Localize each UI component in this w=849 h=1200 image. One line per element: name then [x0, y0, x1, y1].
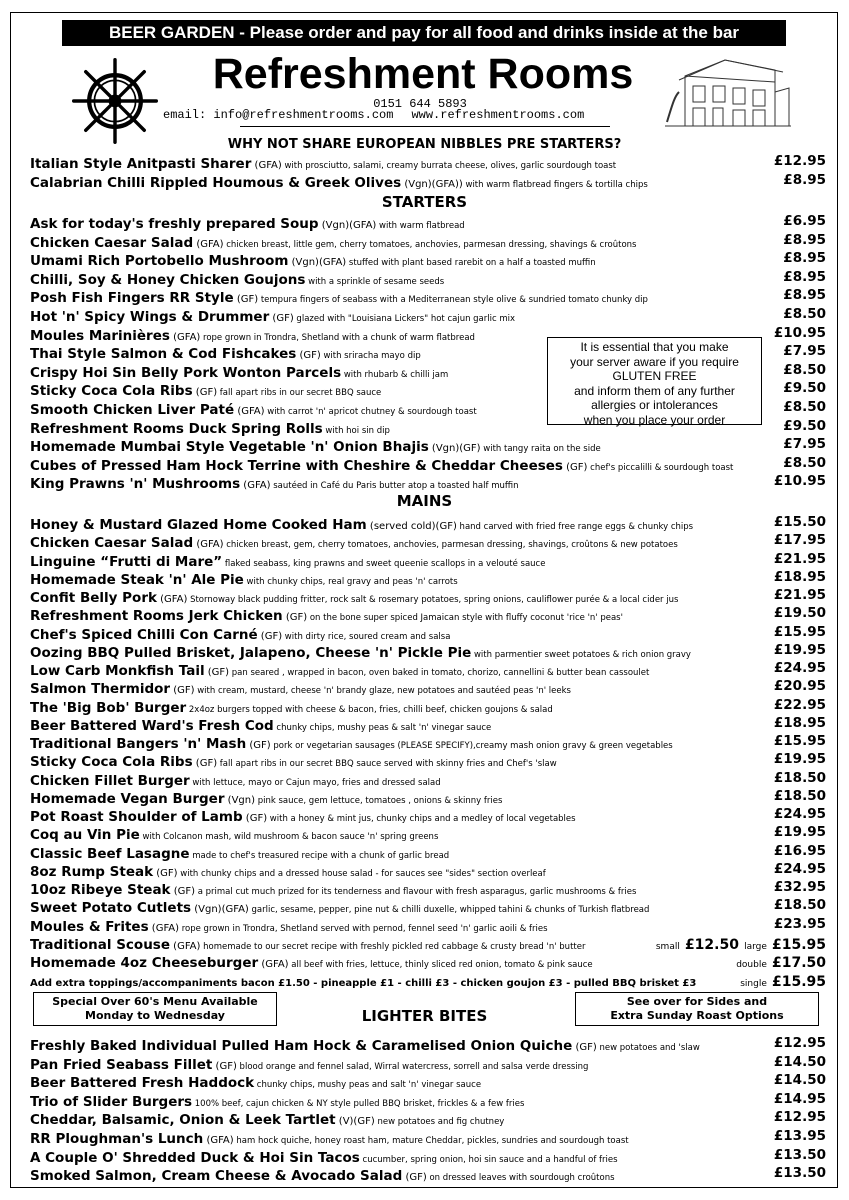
item-name: Refreshment Rooms Jerk Chicken — [30, 608, 283, 624]
item-desc: fall apart ribs in our secret BBQ sauce — [217, 388, 382, 399]
item-tag: (GFA) — [240, 480, 271, 492]
item-tag: (GFA) — [193, 539, 224, 551]
item-name: Moules Marinières — [30, 327, 170, 343]
item-tag: (Vgn)(GF) — [428, 443, 481, 455]
item-price: £23.95 — [773, 915, 826, 932]
menu-item — [30, 751, 826, 769]
item-price: £21.95 — [773, 587, 826, 603]
large-price: £15.95 — [771, 937, 826, 952]
item-name: Traditional Scouse — [30, 937, 170, 952]
item-desc: fall apart ribs in our secret BBQ sauce served with skinny fries and Chef's 'slaw — [217, 759, 557, 770]
item-name: Beer Battered Ward's Fresh Cod — [30, 717, 274, 733]
item-price: £10.95 — [773, 324, 826, 341]
item-name: Smooth Chicken Liver Paté — [30, 402, 235, 417]
item-name: Coq au Vin Pie — [30, 827, 140, 843]
restaurant-title: Refreshment Rooms — [212, 50, 634, 98]
menu-item — [30, 624, 826, 642]
ships-wheel-logo — [72, 58, 158, 144]
item-price: £18.50 — [773, 787, 826, 804]
item-desc: ham hock quiche, honey roast ham, mature Cheddar, pickles, sundries and sourdough toast — [233, 1136, 629, 1146]
item-desc: glazed with "Louisiana Lickers" hot cajun garlic mix — [293, 314, 516, 324]
item-price: £10.95 — [773, 473, 826, 490]
item-desc: tempura fingers of seabass with a Mediterranean style olive & sundried tomato chunky dip — [258, 295, 648, 306]
contact-line — [163, 108, 623, 122]
menu-item — [30, 733, 826, 751]
menu-item — [30, 250, 826, 268]
menu-item — [30, 172, 826, 190]
item-price: £7.95 — [783, 436, 826, 453]
item-desc: with Colcanon mash, wild mushroom & bacon sauce 'n' spring greens — [139, 832, 439, 843]
item-desc: on dressed leaves with sourdough croûtons — [426, 1173, 615, 1184]
item-desc: hand carved with fried free range eggs & chunky chips — [456, 522, 694, 532]
item-price: £22.95 — [773, 696, 826, 713]
item-name: Sweet Potato Cutlets — [30, 900, 192, 916]
item-desc: pan seared , wrapped in bacon, oven baked in tomato, chorizo, cannellini & butter bean cassoulet — [229, 668, 650, 678]
item-price: £24.95 — [773, 660, 826, 676]
item-tag: (Vgn)(GFA) — [191, 904, 249, 916]
item-price: £8.95 — [783, 268, 826, 285]
item-name: Smoked Salmon, Cream Cheese & Avocado Salad — [30, 1168, 403, 1184]
item-desc: chunky chips, mushy peas and salt 'n' vinegar sauce — [254, 1080, 482, 1091]
item-price: £8.50 — [783, 361, 826, 378]
menu-item — [30, 897, 826, 915]
menu-item — [30, 715, 826, 733]
allergy-line: GLUTEN FREE — [612, 369, 697, 383]
item-tag: (GF) — [153, 867, 178, 879]
item-tag: (served cold)(GF) — [366, 521, 457, 532]
item-price: £12.95 — [773, 1035, 826, 1051]
menu-item — [30, 587, 826, 605]
item-name: 10oz Ribeye Steak — [30, 882, 171, 897]
item-name: Hot 'n' Spicy Wings & Drummer — [30, 309, 270, 324]
scouse-row — [30, 934, 826, 952]
item-name: Chef's Spiced Chilli Con Carné — [30, 626, 258, 642]
item-desc: with tangy raita on the side — [480, 444, 601, 455]
menu-item — [30, 514, 826, 532]
pub-building-illustration — [665, 52, 791, 130]
menu-item — [30, 697, 826, 715]
item-tag: (GF) — [269, 313, 294, 324]
item-tag: (GF) — [233, 294, 259, 306]
item-price: £20.95 — [773, 678, 826, 695]
item-desc: with cream, mustard, cheese 'n' brandy glaze, new potatoes and sautéed peas 'n' leeks — [194, 686, 571, 697]
item-desc: rope grown in Trondra, Shetland with a chunk of warm flatbread — [200, 332, 475, 343]
menu-item — [30, 532, 826, 550]
item-desc: cucumber, spring onion, hoi sin sauce and a handful of fries — [359, 1154, 618, 1165]
item-price: £18.95 — [773, 568, 826, 585]
item-price: £8.50 — [783, 306, 826, 322]
item-name: Beer Battered Fresh Haddock — [30, 1075, 255, 1091]
item-price: £12.95 — [773, 153, 826, 169]
item-name: Honey & Mustard Glazed Home Cooked Ham — [30, 517, 367, 532]
large-label: large — [744, 942, 767, 952]
single-label: single — [740, 979, 767, 989]
menu-item — [30, 843, 826, 861]
menu-item — [30, 1072, 826, 1090]
small-price: £12.50 — [684, 937, 739, 952]
allergy-line: your server aware if you require — [570, 354, 739, 369]
item-desc: 2x4oz burgers topped with cheese & bacon, fries, chilli beef, chicken goujons & salad — [186, 704, 553, 715]
starters-heading: STARTERS — [381, 193, 468, 211]
item-desc: stuffed with plant based rarebit on a half a toasted muffin — [346, 258, 596, 269]
sides-note-box — [575, 992, 819, 1026]
item-price: £9.50 — [783, 380, 826, 397]
item-desc: with hoi sin dip — [322, 425, 390, 436]
sides-note-line: Extra Sunday Roast Options — [610, 1009, 784, 1022]
item-price: £19.95 — [773, 641, 826, 658]
menu-item — [30, 473, 826, 491]
website-link[interactable]: www.refreshmentrooms.com — [411, 108, 585, 122]
item-desc: chicken breast, gem, cherry tomatoes, anchovies, parmesan dressing, shavings, croûtons & new potatoes — [223, 540, 678, 551]
item-name: Chicken Caesar Salad — [30, 234, 194, 250]
item-price: £8.50 — [783, 399, 826, 415]
item-tag: (V)(GF) — [335, 1116, 375, 1128]
phone-number: 0151 644 5893 — [373, 97, 467, 111]
item-tag: (GF) — [246, 740, 271, 751]
nibbles-heading: WHY NOT SHARE EUROPEAN NIBBLES PRE STARTERS? — [227, 137, 622, 152]
header-divider — [240, 126, 610, 127]
item-name: Sticky Coca Cola Ribs — [30, 754, 193, 770]
item-desc: with prosciutto, salami, creamy burrata cheese, olives, garlic sourdough toast — [281, 161, 617, 171]
item-name: Posh Fish Fingers RR Style — [30, 290, 234, 306]
item-tag: (GF) — [192, 758, 218, 770]
menu-item — [30, 1035, 826, 1053]
item-name: Traditional Bangers 'n' Mash — [30, 736, 247, 751]
item-price: £14.50 — [773, 1072, 826, 1089]
item-desc: homemade to our secret recipe with freshly pickled red cabbage & crusty bread 'n' butter — [200, 942, 586, 952]
allergy-notice — [547, 337, 762, 425]
item-price: £6.95 — [783, 213, 826, 229]
double-label: double — [736, 960, 767, 970]
menu-item — [30, 287, 826, 305]
item-desc: Stornoway black pudding fritter, rock salt & rosemary potatoes, spring onions, cauliflower purée & a local cider jus — [187, 595, 679, 605]
item-desc: with a honey & mint jus, chunky chips and a medley of local vegetables — [267, 814, 576, 824]
menu-item — [30, 1109, 826, 1127]
menu-item — [30, 861, 826, 879]
item-name: Thai Style Salmon & Cod Fishcakes — [30, 346, 297, 362]
menu-item — [30, 1091, 826, 1109]
allergy-line: and inform them of any further — [574, 383, 735, 398]
item-desc: with parmentier sweet potatoes & rich onion gravy — [471, 649, 691, 660]
item-tag: (GF) — [562, 461, 588, 473]
menu-item — [30, 879, 826, 897]
menu-item — [30, 269, 826, 287]
item-tag: (Vgn)(GFA) — [318, 220, 377, 231]
item-name: Low Carb Monkfish Tail — [30, 663, 205, 678]
item-name: Umami Rich Portobello Mushroom — [30, 253, 289, 269]
item-name: Homemade Steak 'n' Ale Pie — [30, 571, 244, 587]
item-price: £15.50 — [773, 514, 826, 530]
item-price: £24.95 — [773, 806, 826, 822]
menu-item — [30, 642, 826, 660]
item-price: £9.50 — [783, 417, 826, 434]
item-tag: (GFA) — [234, 406, 265, 417]
item-desc: 100% beef, cajun chicken & NY style pulled BBQ brisket, frickles & a few fries — [192, 1098, 525, 1109]
item-desc: garlic, sesame, pepper, pine nut & chilli duxelle, whipped tahini & chunks of Turkish flatbread — [248, 905, 650, 916]
menu-item — [30, 1165, 826, 1183]
item-desc: new potatoes and fig chutney — [374, 1117, 505, 1128]
menu-item — [30, 678, 826, 696]
menu-item — [30, 605, 826, 623]
item-name: Chicken Fillet Burger — [30, 772, 190, 788]
item-tag: (GFA) — [203, 1135, 234, 1146]
allergy-line: It is essential that you make — [580, 340, 729, 354]
item-tag: (GF) — [212, 1060, 237, 1072]
item-name: Ask for today's freshly prepared Soup — [30, 216, 319, 231]
item-price: £17.95 — [773, 532, 826, 549]
item-desc: chef's piccalilli & sourdough toast — [587, 462, 734, 473]
item-tag: (GFA) — [169, 331, 201, 343]
item-tag: (GFA) — [258, 959, 289, 970]
item-price: £8.95 — [783, 231, 826, 248]
item-name: Pan Fried Seabass Fillet — [30, 1056, 213, 1072]
item-desc: pork or vegetarian sausages (PLEASE SPECIFY),creamy mash onion gravy & green vegetables — [270, 741, 673, 751]
email-address[interactable]: email: info@refreshmentrooms.com — [163, 108, 394, 122]
item-tag: (GF) — [192, 387, 218, 399]
item-tag: (GF) — [572, 1042, 597, 1053]
item-tag: (GFA) — [170, 941, 201, 952]
item-tag: (GF) — [402, 1172, 427, 1184]
item-name: Cubes of Pressed Ham Hock Terrine with Cheshire & Cheddar Cheeses — [30, 457, 563, 473]
item-name: Homemade Mumbai Style Vegetable 'n' Onion Bhajis — [30, 439, 429, 455]
item-desc: with sriracha mayo dip — [320, 351, 421, 362]
item-name: The 'Big Bob' Burger — [30, 699, 187, 715]
beer-garden-banner: BEER GARDEN - Please order and pay for all food and drinks inside at the bar — [62, 20, 786, 46]
item-tag: (GF) — [170, 886, 196, 897]
item-price: £14.95 — [773, 1090, 826, 1107]
item-name: Moules & Frites — [30, 918, 149, 934]
item-price: £13.50 — [773, 1146, 826, 1163]
item-name: Sticky Coca Cola Ribs — [30, 383, 193, 399]
item-desc: all beef with fries, lettuce, thinly sliced red onion, tomato & pink sauce — [288, 960, 593, 970]
item-price: £8.95 — [783, 172, 826, 188]
item-name: Calabrian Chilli Rippled Houmous & Greek Olives — [30, 175, 402, 190]
menu-item — [30, 770, 826, 788]
menu-item — [30, 1054, 826, 1072]
item-tag: (Vgn)(GFA) — [288, 257, 347, 269]
item-desc: blood orange and fennel salad, Wirral watercress, sorrell and salsa verde dressing — [236, 1061, 589, 1072]
item-name: RR Ploughman's Lunch — [30, 1131, 204, 1146]
item-price: £15.95 — [773, 733, 826, 749]
item-price: £24.95 — [773, 860, 826, 877]
menu-item — [30, 660, 826, 678]
item-name: Chicken Caesar Salad — [30, 535, 194, 551]
item-desc: chicken breast, little gem, cherry tomatoes, anchovies, parmesan dressing, shavings & croûtons — [223, 239, 637, 250]
item-tag: (GFA) — [193, 238, 224, 250]
item-price: £18.50 — [773, 769, 826, 786]
item-name: A Couple O' Shredded Duck & Hoi Sin Tacos — [30, 1149, 360, 1165]
item-tag: (Vgn) — [224, 794, 255, 806]
menu-item — [30, 916, 826, 934]
item-name: Oozing BBQ Pulled Brisket, Jalapeno, Cheese 'n' Pickle Pie — [30, 644, 472, 660]
item-name: Homemade 4oz Cheeseburger — [30, 955, 259, 970]
item-name: Trio of Slider Burgers — [30, 1093, 193, 1109]
menu-item — [30, 1128, 826, 1146]
item-name: Classic Beef Lasagne — [30, 845, 190, 861]
item-price: £8.95 — [783, 287, 826, 304]
extras-text: Add extra toppings/accompaniments bacon £1.50 - pineapple £1 - chilli £3 - chicken goujon £3 - pulled BBQ brisket £3 — [30, 978, 697, 989]
item-desc: with warm flatbread fingers & tortilla chips — [462, 180, 648, 190]
mains-heading: MAINS — [396, 492, 453, 510]
item-desc: chunky chips, mushy peas & salt 'n' vinegar sauce — [273, 722, 492, 733]
extras-row — [30, 971, 826, 990]
item-tag: (Vgn)(GFA)) — [401, 179, 463, 190]
item-price: £12.95 — [773, 1109, 826, 1126]
item-price: £8.95 — [783, 250, 826, 267]
item-tag: (GF) — [257, 630, 283, 642]
item-desc: flaked seabass, king prawns and sweet queenie scallops in a velouté sauce — [222, 558, 546, 569]
item-price: £14.50 — [773, 1053, 826, 1070]
double-price: £17.50 — [771, 955, 826, 970]
sides-note-line: See over for Sides and — [626, 995, 768, 1008]
cheeseburger-prices — [736, 952, 826, 970]
cheeseburger-row — [30, 952, 826, 970]
item-desc: with rhubarb & chilli jam — [341, 369, 449, 380]
item-tag: (GF) — [282, 612, 308, 624]
item-tag: (GF) — [170, 685, 195, 697]
item-desc: with warm flatbread — [376, 221, 465, 231]
small-label: small — [655, 942, 680, 952]
lighter-bites-heading: LIGHTER BITES — [361, 1007, 488, 1025]
item-tag: (GFA) — [251, 160, 282, 171]
menu-item — [30, 213, 826, 231]
menu-item — [30, 788, 826, 806]
item-tag: (GF) — [204, 667, 230, 678]
item-name: Cheddar, Balsamic, Onion & Leek Tartlet — [30, 1112, 336, 1128]
item-name: Homemade Vegan Burger — [30, 790, 225, 806]
item-tag: (GFA) — [156, 594, 188, 605]
single-price: £15.95 — [771, 974, 826, 990]
menu-item — [30, 551, 826, 569]
item-desc: rope grown in Trondra, Shetland served with pernod, fennel seed 'n' garlic aoili & fries — [179, 923, 548, 934]
item-desc: with dirty rice, soured cream and salsa — [282, 631, 451, 642]
item-desc: with chunky chips, real gravy and peas 'n' carrots — [243, 576, 458, 587]
item-desc: sautéed in Café du Paris butter atop a toasted half muffin — [270, 481, 519, 492]
menu-item — [30, 1147, 826, 1165]
item-name: Freshly Baked Individual Pulled Ham Hock & Caramelised Onion Quiche — [30, 1038, 573, 1053]
over-60s-line: Special Over 60's Menu Available — [52, 995, 258, 1008]
item-desc: on the bone super spiced Jamaican style with fluffy coconut 'rice 'n' peas' — [307, 613, 623, 624]
menu-item — [30, 455, 826, 473]
item-price: £16.95 — [773, 842, 826, 859]
item-desc: pink sauce, gem lettuce, tomatoes , onions & skinny fries — [255, 795, 503, 806]
menu-item — [30, 824, 826, 842]
item-name: Linguine “Frutti di Mare” — [30, 553, 223, 569]
item-desc: with lettuce, mayo or Cajun mayo, fries and dressed salad — [189, 777, 441, 788]
item-name: Chilli, Soy & Honey Chicken Goujons — [30, 271, 306, 287]
menu-item — [30, 153, 826, 171]
item-tag: (GFA) — [148, 922, 180, 934]
item-price: £19.50 — [773, 605, 826, 622]
item-price: £21.95 — [773, 550, 826, 567]
menu-item — [30, 232, 826, 250]
extras-prices — [740, 971, 826, 990]
menu-item — [30, 436, 826, 454]
item-desc: with chunky chips and a dressed house salad - for sauces see "sides" section overleaf — [177, 868, 546, 879]
over-60s-line: Monday to Wednesday — [85, 1009, 225, 1022]
item-desc: with carrot 'n' apricot chutney & sourdough toast — [264, 407, 477, 417]
item-price: £18.50 — [773, 897, 826, 914]
item-desc: made to chef's treasured recipe with a chunk of garlic bread — [189, 850, 450, 861]
item-price: £7.95 — [783, 343, 826, 360]
item-name: Crispy Hoi Sin Belly Pork Wonton Parcels — [30, 364, 342, 380]
allergy-line: when you place your order — [583, 412, 726, 427]
item-price: £32.95 — [773, 879, 826, 895]
item-desc: new potatoes and 'slaw — [596, 1043, 700, 1053]
menu-item — [30, 569, 826, 587]
item-name: Confit Belly Pork — [30, 590, 157, 605]
item-name: Refreshment Rooms Duck Spring Rolls — [30, 420, 323, 436]
item-price: £13.95 — [773, 1128, 826, 1144]
item-desc: with a sprinkle of sesame seeds — [305, 276, 445, 287]
item-price: £19.95 — [773, 751, 826, 768]
item-tag: (GF) — [242, 813, 268, 824]
item-name: 8oz Rump Steak — [30, 863, 154, 879]
item-name: Pot Roast Shoulder of Lamb — [30, 809, 243, 824]
menu-item — [30, 306, 826, 324]
item-name: King Prawns 'n' Mushrooms — [30, 476, 241, 492]
item-price: £8.50 — [783, 454, 826, 471]
scouse-prices — [656, 934, 826, 952]
allergy-line: allergies or intolerances — [591, 398, 718, 412]
item-price: £13.50 — [773, 1165, 826, 1182]
item-tag: (GF) — [296, 350, 321, 362]
item-price: £19.95 — [773, 824, 826, 841]
item-name: Italian Style Anitpasti Sharer — [30, 156, 252, 171]
menu-item — [30, 806, 826, 824]
item-price: £15.95 — [773, 623, 826, 640]
item-desc: a primal cut much prized for its tenderness and flavour with fresh asparagus, garlic mushrooms & fries — [195, 887, 637, 897]
item-price: £18.95 — [773, 714, 826, 731]
item-name: Salmon Thermidor — [30, 681, 171, 697]
